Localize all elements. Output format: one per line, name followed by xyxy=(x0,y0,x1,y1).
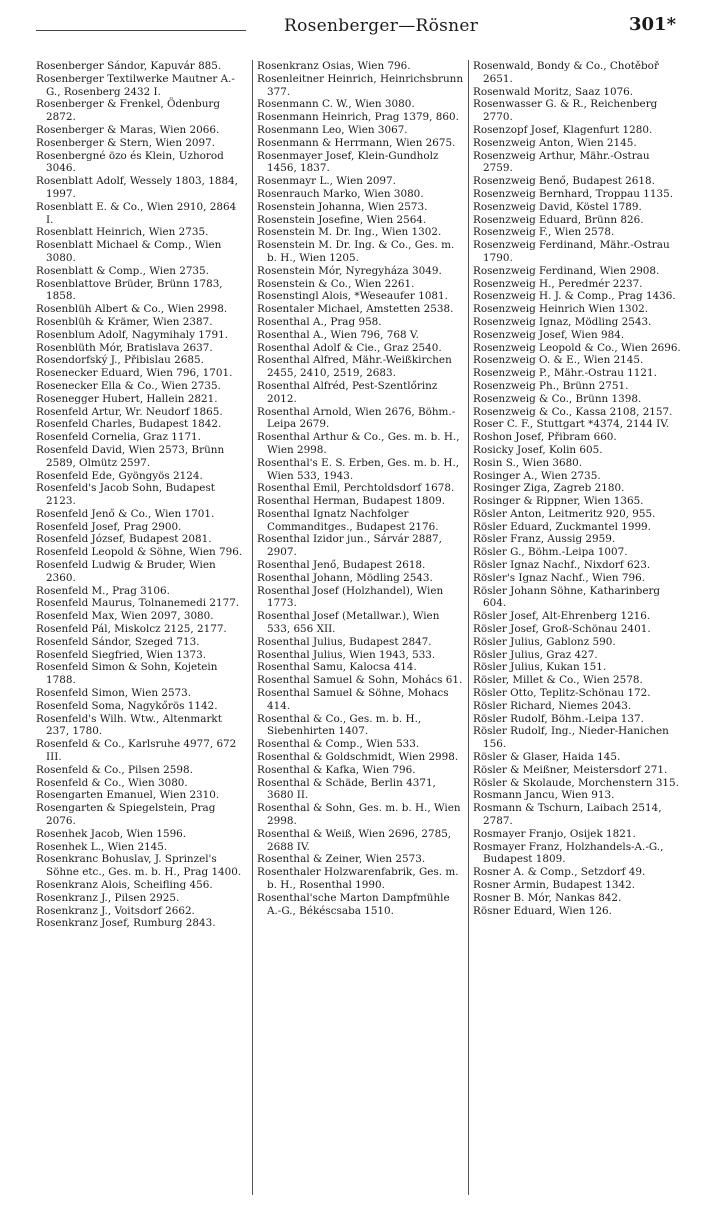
directory-entry: Rosenthaler Holzwarenfabrik, Ges. m. b. H., Rosenthal 1990. xyxy=(257,866,459,891)
directory-entry: Rosenfeld Siegfried, Wien 1373. xyxy=(36,648,207,661)
directory-entry: Rösler Ignaz Nachf., Nixdorf 623. xyxy=(473,559,651,572)
directory-entry: Rosenthal Josef (Metallwar.), Wien 533, 656 XII. xyxy=(257,610,440,636)
directory-entry: Rosengarten Emanuel, Wien 2310. xyxy=(36,789,220,802)
directory-entry: Rosenleitner Heinrich, Heinrichsbrunn 377. xyxy=(257,72,464,98)
directory-entry: Rösler Richard, Niemes 2043. xyxy=(473,699,632,712)
directory-entry: Rosenstein & Co., Wien 2261. xyxy=(257,277,415,290)
directory-entry: Rosenfeld Ede, Gyöngyös 2124. xyxy=(36,469,203,482)
page-title: Rosenberger—Rösner xyxy=(284,16,479,36)
directory-entry: Rosenthal A., Wien 796, 768 V. xyxy=(257,328,419,341)
directory-entry: Rosenfeld Artur, Wr. Neudorf 1865. xyxy=(36,405,223,418)
directory-entry: Rosentaler Michael, Amstetten 2538. xyxy=(257,303,454,316)
directory-entry: Roshon Josef, Přibram 660. xyxy=(473,431,617,444)
directory-entry: Rosenzweig Bernhard, Troppau 1135. xyxy=(473,187,673,200)
directory-entry: Rosenthal Jenő, Budapest 2618. xyxy=(257,559,426,572)
directory-entry: Rosenfeld Simon & Sohn, Kojetein 1788. xyxy=(36,661,218,687)
directory-entry: Rösler Josef, Groß-Schönau 2401. xyxy=(473,623,651,636)
directory-entry: Rosenhek L., Wien 2145. xyxy=(36,840,168,853)
page-number: 301* xyxy=(629,14,676,35)
directory-entry: Rosenzweig P., Mähr.-Ostrau 1121. xyxy=(473,367,657,380)
directory-entry: Rosenzweig H., Peredmér 2237. xyxy=(473,277,643,290)
directory-entry: Rosenthal & Kafka, Wien 796. xyxy=(257,763,416,776)
header-rule xyxy=(36,30,246,31)
directory-entry: Rosenfeld Josef, Prag 2900. xyxy=(36,520,182,533)
directory-entry: Rösler Rudolf, Böhm.-Leipa 137. xyxy=(473,712,644,725)
directory-entry: Rosenecker Ella & Co., Wien 2735. xyxy=(36,379,221,392)
directory-entry: Rosenzweig David, Köstel 1789. xyxy=(473,200,642,213)
directory-entry: Rosenfeld Soma, Nagykőrös 1142. xyxy=(36,699,218,712)
directory-entry: Rosenfeld's Jacob Sohn, Budapest 2123. xyxy=(36,482,215,508)
directory-entry: Rosenzweig Ferdinand, Mähr.-Ostrau 1790. xyxy=(473,239,670,264)
directory-entry: Rosenfeld Ludwig & Bruder, Wien 2360. xyxy=(36,559,216,584)
directory-entry: Rosicky Josef, Kolin 605. xyxy=(473,443,603,456)
directory-entry: Rosenthal's E. S. Erben, Ges. m. b. H., Wien 533, 1943. xyxy=(257,456,460,482)
directory-entry: Rosenthal Izidor jun., Sárvár 2887, 2907. xyxy=(257,533,442,559)
directory-entry: Rosmann Jancu, Wien 913. xyxy=(473,789,615,802)
directory-entry: Rosenwald, Bondy & Co., Chotěboř 2651. xyxy=(473,60,659,85)
directory-entry: Rosenzweig Benő, Budapest 2618. xyxy=(473,175,655,188)
directory-entry: Rosenfeld Max, Wien 2097, 3080. xyxy=(36,610,214,623)
directory-entry: Rosenblüth Mór, Bratislava 2637. xyxy=(36,341,213,354)
directory-entry: Rosenkranc Bohuslav, J. Sprinzel's Söhne etc., Ges. m. b. H., Prag 1400. xyxy=(36,853,242,879)
directory-entry: Rösler Anton, Leitmeritz 920, 955. xyxy=(473,507,656,520)
directory-entry: Rosenfeld Pál, Miskolcz 2125, 2177. xyxy=(36,623,227,636)
directory-entry: Rosenkranz Josef, Rumburg 2843. xyxy=(36,917,216,930)
directory-entry: Rosenstein Josefine, Wien 2564. xyxy=(257,213,427,226)
directory-entry: Rosenberger & Frenkel, Ödenburg 2872. xyxy=(36,98,221,124)
directory-entry: Rosenberger Textilwerke Mautner A.-G., Rosenberg 2432 I. xyxy=(36,72,235,98)
directory-entry: Rosenfeld Charles, Budapest 1842. xyxy=(36,418,222,431)
directory-entry: Rosenwald Moritz, Saaz 1076. xyxy=(473,85,634,98)
directory-entry: Rosenfeld & Co., Wien 3080. xyxy=(36,776,188,789)
directory-entry: Rosenzweig Ph., Brünn 2751. xyxy=(473,379,629,392)
directory-entry: Rosenberger & Stern, Wien 2097. xyxy=(36,136,216,149)
directory-entry: Rosenthal Adolf & Cie., Graz 2540. xyxy=(257,341,442,354)
directory-entry: Rosner Armin, Budapest 1342. xyxy=(473,879,635,891)
directory-entry: Rösler Josef, Alt-Ehrenberg 1216. xyxy=(473,610,651,623)
directory-entry: Rosenzweig Leopold & Co., Wien 2696. xyxy=(473,341,681,354)
directory-entry: Rosenthal & Weiß, Wien 2696, 2785, 2688 IV. xyxy=(257,827,452,853)
directory-entry: Rösler & Skolaude, Morchenstern 315. xyxy=(473,776,679,789)
directory-entry: Rosenstein Mór, Nyregyháza 3049. xyxy=(257,264,442,277)
directory-entry: Rosenzweig Josef, Wien 984. xyxy=(473,328,625,341)
directory-entry: Rosenfeld Sándor, Szeged 713. xyxy=(36,635,200,648)
directory-entry: Rosenthal Ignatz Nachfolger Commanditges., Budapest 2176. xyxy=(257,507,439,533)
directory-entry: Rosenthal Alfred, Mähr.-Weißkirchen 2455, 2410, 2519, 2683. xyxy=(257,354,452,380)
directory-entry: Rosenzweig Ignaz, Mödling 2543. xyxy=(473,315,652,328)
directory-entry: Rosenblatt Adolf, Wessely 1803, 1884, 1997. xyxy=(36,175,238,200)
directory-entry: Rosenfeld's Wilh. Wtw., Altenmarkt 237, 1780. xyxy=(36,712,222,738)
directory-entry: Rosenecker Eduard, Wien 796, 1701. xyxy=(36,367,233,380)
directory-entry: Rosenfeld Maurus, Tolnanemedi 2177. xyxy=(36,597,240,610)
directory-entry: Rosenberger & Maras, Wien 2066. xyxy=(36,123,220,136)
directory-entry: Rosenthal Alfréd, Pest-Szentlőrinz 2012. xyxy=(257,379,438,405)
directory-entry: Rosenthal Samuel & Söhne, Mohacs 414. xyxy=(257,687,449,712)
directory-entry: Rosenfeld & Co., Pilsen 2598. xyxy=(36,763,193,776)
column-middle xyxy=(252,60,465,1195)
column-left xyxy=(36,60,246,1195)
directory-entry: Rosmayer Franjo, Osijek 1821. xyxy=(473,827,636,840)
directory-entry: Rosenfeld & Co., Karlsruhe 4977, 672 III. xyxy=(36,738,237,764)
directory-columns xyxy=(36,60,681,1195)
directory-entry: Rösler Johann Söhne, Katharinberg 604. xyxy=(473,584,661,610)
directory-entry: Rosenzopf Josef, Klagenfurt 1280. xyxy=(473,123,653,136)
directory-entry: Rosenblattove Brüder, Brünn 1783, 1858. xyxy=(36,277,223,303)
directory-entry: Rösler Eduard, Zuckmantel 1999. xyxy=(473,520,651,533)
directory-entry: Rösler's Ignaz Nachf., Wien 796. xyxy=(473,571,646,584)
directory-entry: Rosenhek Jacob, Wien 1596. xyxy=(36,827,187,840)
directory-entry: Rosenfeld David, Wien 2573, Brünn 2589, Olmütz 2597. xyxy=(36,443,225,469)
directory-entry: Rosenthal & Goldschmidt, Wien 2998. xyxy=(257,751,459,764)
directory-entry: Rosmann & Tschurn, Laibach 2514, 2787. xyxy=(473,802,662,828)
directory-entry: Rosinger & Rippner, Wien 1365. xyxy=(473,495,644,508)
directory-entry: Rosenmayr L., Wien 2097. xyxy=(257,175,396,188)
directory-entry: Rösler Julius, Kukan 151. xyxy=(473,661,607,674)
directory-entry: Rosner B. Mór, Nankas 842. xyxy=(473,891,622,904)
directory-entry: Rosenwasser G. & R., Reichenberg 2770. xyxy=(473,98,658,124)
directory-entry: Rosendorfský J., Přibislau 2685. xyxy=(36,354,204,367)
directory-entry: Rosenzweig & Co., Brünn 1398. xyxy=(473,392,642,405)
directory-entry: Rosinger Ziga, Zagreb 2180. xyxy=(473,482,625,495)
directory-entry: Rösler & Meißner, Meistersdorf 271. xyxy=(473,763,668,776)
directory-entry: Rösner Eduard, Wien 126. xyxy=(473,904,612,917)
directory-entry: Rosinger A., Wien 2735. xyxy=(473,469,601,482)
directory-entry: Rosmayer Franz, Holzhandels-A.-G., Budapest 1809. xyxy=(473,840,664,866)
directory-entry: Rosenstein M. Dr. Ing. & Co., Ges. m. b. H., Wien 1205. xyxy=(257,239,455,264)
directory-entry: Roser C. F., Stuttgart *4374, 2144 IV. xyxy=(473,418,670,431)
directory-entry: Rosenzweig O. & E., Wien 2145. xyxy=(473,354,644,367)
directory-entry: Rosenthal & Sohn, Ges. m. b. H., Wien 2998. xyxy=(257,802,461,828)
directory-entry: Rosenberger Sándor, Kapuvár 885. xyxy=(36,60,222,72)
page-header xyxy=(36,14,676,44)
directory-entry: Rosenbergné özo és Klein, Uzhorod 3046. xyxy=(36,149,224,175)
directory-entry: Rosenthal Arthur & Co., Ges. m. b. H., Wien 2998. xyxy=(257,431,460,456)
directory-entry: Rosenthal Emil, Perchtoldsdorf 1678. xyxy=(257,482,455,495)
directory-entry: Rosenrauch Marko, Wien 3080. xyxy=(257,187,424,200)
directory-entry: Rosenthal'sche Marton Dampfmühle A.-G., Békéscsaba 1510. xyxy=(257,891,450,917)
directory-entry: Rosenstein M. Dr. Ing., Wien 1302. xyxy=(257,226,442,239)
directory-entry: Rösler Franz, Aussig 2959. xyxy=(473,533,616,546)
directory-entry: Rosenmayer Josef, Klein-Gundholz 1456, 1837. xyxy=(257,149,439,175)
directory-entry: Rosenzweig Anton, Wien 2145. xyxy=(473,136,637,149)
directory-entry: Rosenzweig Eduard, Brünn 826. xyxy=(473,213,644,226)
directory-entry: Rosenblatt & Comp., Wien 2735. xyxy=(36,264,209,277)
directory-entry: Rosenzweig F., Wien 2578. xyxy=(473,226,615,239)
directory-entry: Rösler G., Böhm.-Leipa 1007. xyxy=(473,546,628,559)
directory-entry: Rosenfeld Simon, Wien 2573. xyxy=(36,687,192,700)
directory-entry: Rosenkranz Alois, Scheifling 456. xyxy=(36,879,213,891)
directory-entry: Rosenfeld Jenő & Co., Wien 1701. xyxy=(36,507,215,520)
directory-entry: Rosenthal Samuel & Sohn, Mohács 61. xyxy=(257,674,463,687)
directory-entry: Rosenblüh & Krämer, Wien 2387. xyxy=(36,315,213,328)
directory-entry: Rosengarten & Spiegelstein, Prag 2076. xyxy=(36,802,216,828)
directory-entry: Rosenthal Josef (Holzhandel), Wien 1773. xyxy=(257,584,444,610)
directory-entry: Rosenkranz J., Pilsen 2925. xyxy=(36,891,180,904)
directory-entry: Rosenthal Samu, Kalocsa 414. xyxy=(257,661,417,674)
directory-entry: Rosenthal & Comp., Wien 533. xyxy=(257,738,420,751)
directory-entry: Rosenmann Leo, Wien 3067. xyxy=(257,123,408,136)
directory-entry: Rosenmann & Herrmann, Wien 2675. xyxy=(257,136,456,149)
directory-entry: Rosenthal Johann, Mödling 2543. xyxy=(257,571,433,584)
directory-entry: Rosenstein Johanna, Wien 2573. xyxy=(257,200,428,213)
directory-entry: Rosenthal A., Prag 958. xyxy=(257,315,382,328)
directory-entry: Rösler Julius, Gablonz 590. xyxy=(473,635,616,648)
directory-entry: Rosenkranz J., Voitsdorf 2662. xyxy=(36,904,195,917)
directory-entry: Rosenzweig Ferdinand, Wien 2908. xyxy=(473,264,660,277)
directory-entry: Rosenblatt Michael & Comp., Wien 3080. xyxy=(36,239,222,264)
directory-entry: Rosenthal Julius, Budapest 2847. xyxy=(257,635,432,648)
directory-entry: Rosenfeld M., Prag 3106. xyxy=(36,584,170,597)
directory-entry: Rosenstingl Alois, *Weseaufer 1081. xyxy=(257,290,448,303)
directory-entry: Rosenthal & Co., Ges. m. b. H., Siebenhirten 1407. xyxy=(257,712,422,738)
directory-entry: Rosner A. & Comp., Setzdorf 49. xyxy=(473,866,646,879)
directory-entry: Rosenmann Heinrich, Prag 1379, 860. xyxy=(257,111,459,124)
directory-entry: Rosenzweig H. J. & Comp., Prag 1436. xyxy=(473,290,676,303)
directory-entry: Rösler, Millet & Co., Wien 2578. xyxy=(473,674,643,687)
column-right xyxy=(468,60,681,1195)
directory-entry: Rosenthal Julius, Wien 1943, 533. xyxy=(257,648,436,661)
directory-entry: Rosenzweig & Co., Kassa 2108, 2157. xyxy=(473,405,673,418)
directory-entry: Rosenblüh Albert & Co., Wien 2998. xyxy=(36,303,228,316)
directory-entry: Rosenzweig Heinrich Wien 1302. xyxy=(473,303,649,316)
directory-entry: Rosenthal Arnold, Wien 2676, Böhm.-Leipa 2679. xyxy=(257,405,456,431)
directory-entry: Rosenfeld Cornelia, Graz 1171. xyxy=(36,431,201,444)
directory-entry: Rösler & Glaser, Haida 145. xyxy=(473,751,621,764)
directory-entry: Rosenthal Herman, Budapest 1809. xyxy=(257,495,445,508)
directory-entry: Rosenblatt E. & Co., Wien 2910, 2864 I. xyxy=(36,200,237,226)
directory-entry: Rosenblum Adolf, Nagymihaly 1791. xyxy=(36,328,229,341)
directory-entry: Rosenkranz Osias, Wien 796. xyxy=(257,60,411,72)
directory-entry: Rösler Otto, Teplitz-Schönau 172. xyxy=(473,687,651,700)
directory-entry: Rosenthal & Schäde, Berlin 4371, 3680 II. xyxy=(257,776,436,802)
directory-entry: Rosenfeld József, Budapest 2081. xyxy=(36,533,212,546)
directory-entry: Rosenthal & Zeiner, Wien 2573. xyxy=(257,853,426,866)
directory-entry: Rosenfeld Leopold & Söhne, Wien 796. xyxy=(36,546,243,559)
directory-entry: Rosenzweig Arthur, Mähr.-Ostrau 2759. xyxy=(473,149,650,175)
directory-entry: Rosenmann C. W., Wien 3080. xyxy=(257,98,415,111)
directory-entry: Rosin S., Wien 3680. xyxy=(473,456,583,469)
directory-entry: Rösler Julius, Graz 427. xyxy=(473,648,598,661)
directory-entry: Rösler Rudolf, Ing., Nieder-Hanichen 156. xyxy=(473,725,669,751)
directory-entry: Rosenegger Hubert, Hallein 2821. xyxy=(36,392,218,405)
directory-entry: Rosenblatt Heinrich, Wien 2735. xyxy=(36,226,209,239)
